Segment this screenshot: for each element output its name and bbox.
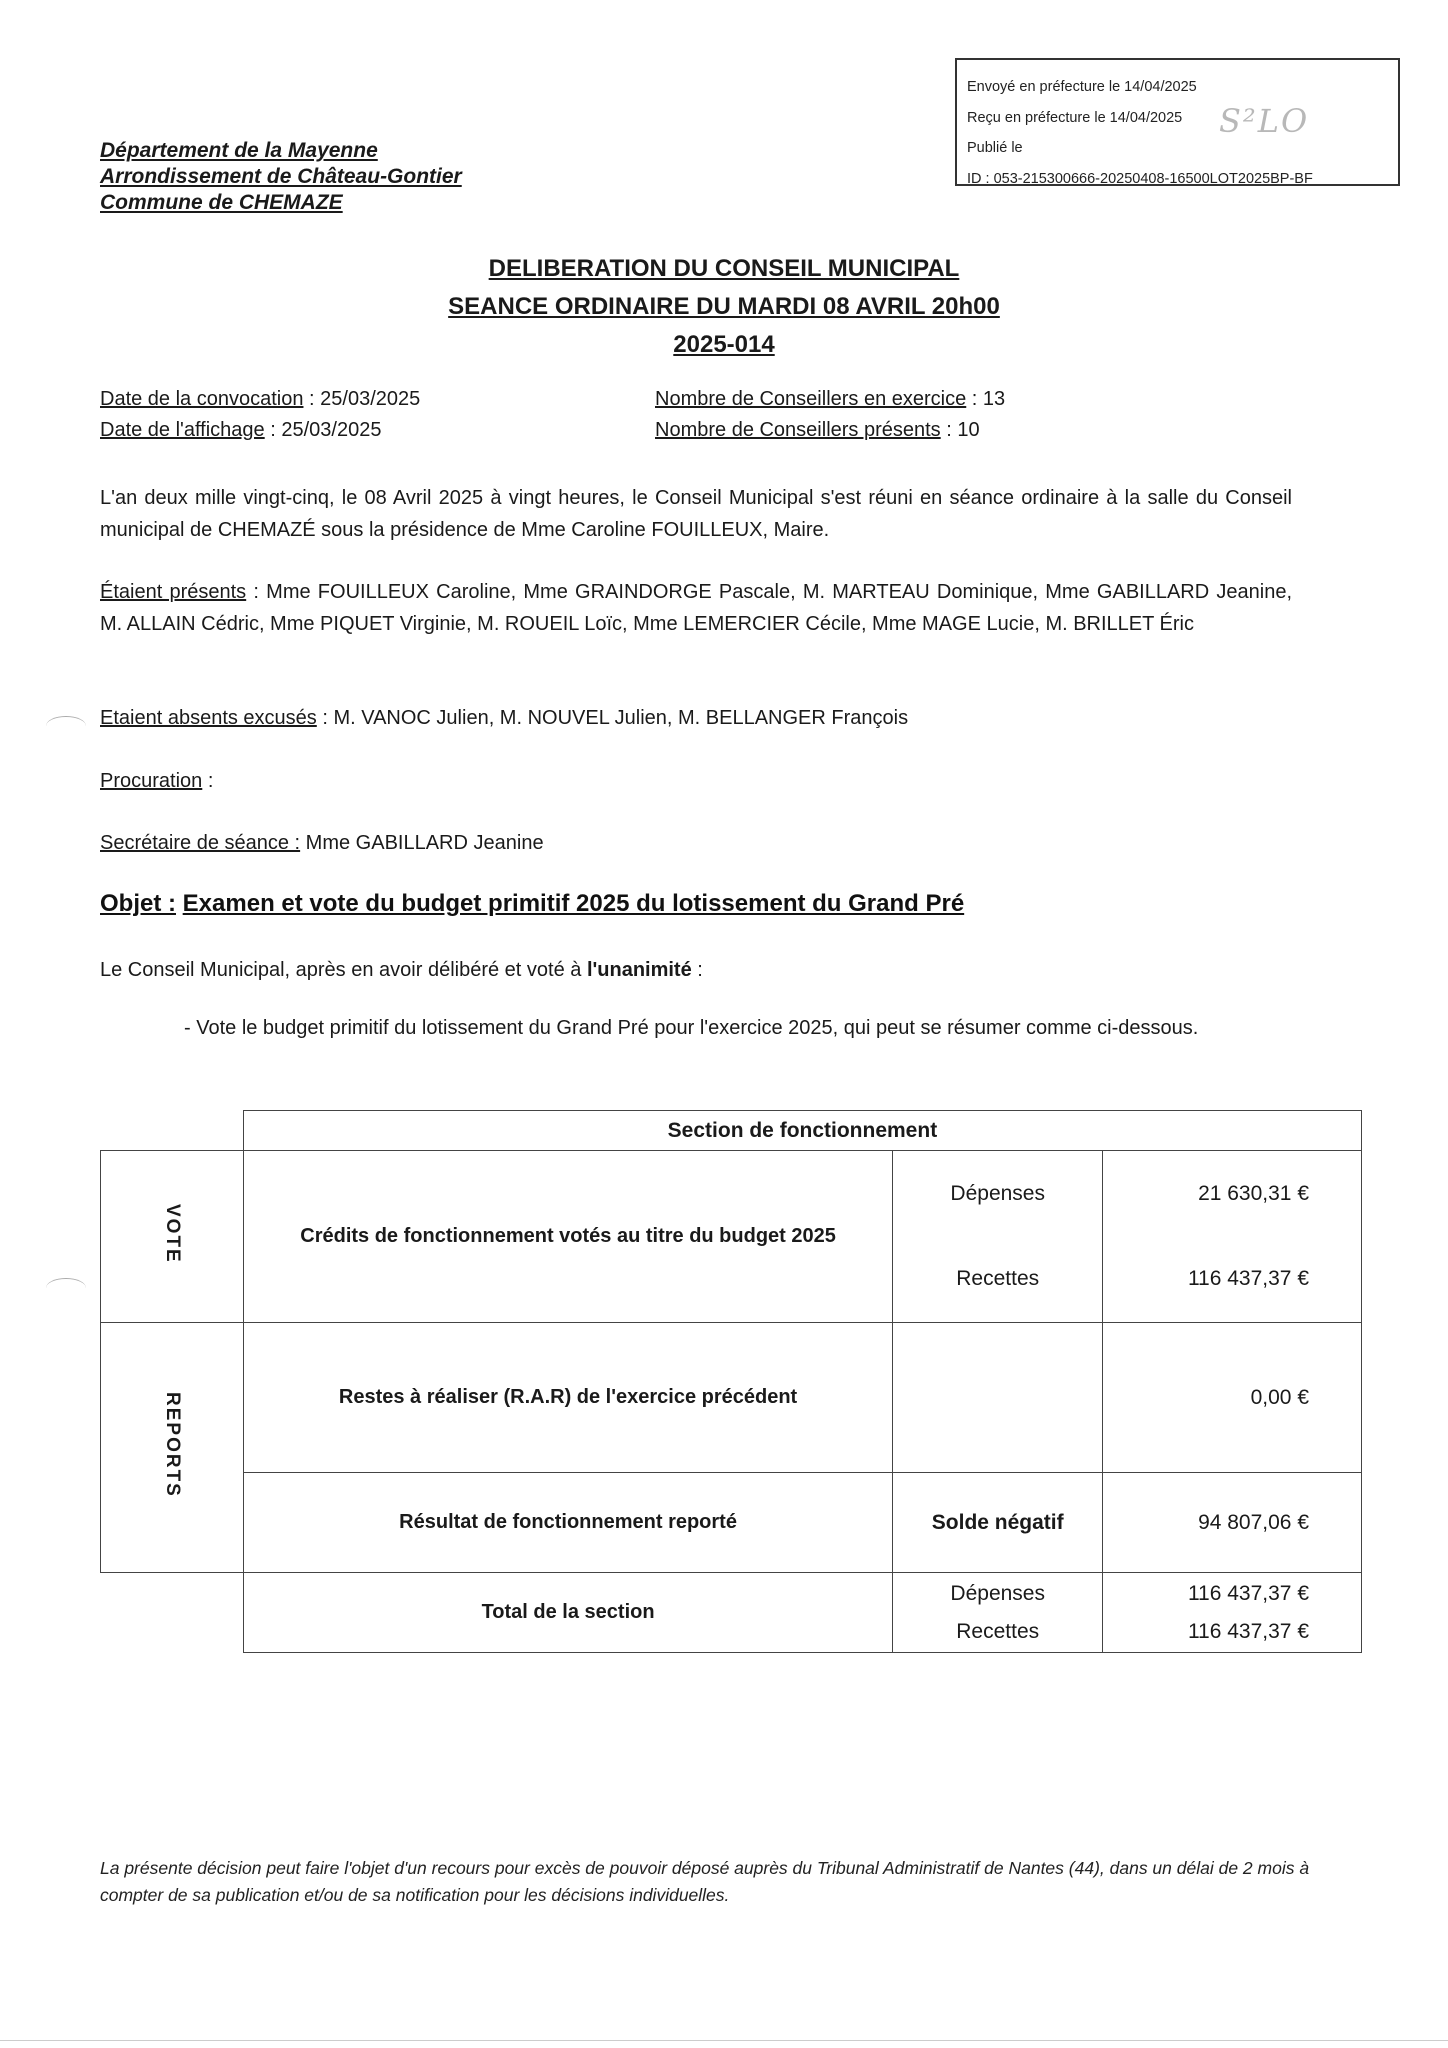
- credits-depenses-value: 21 630,31 €: [1103, 1151, 1362, 1237]
- stamp-id: ID : 053-215300666-20250408-16500LOT2025BP-BF: [967, 170, 1313, 187]
- title-deliberation: DELIBERATION DU CONSEIL MUNICIPAL: [488, 255, 960, 282]
- total-recettes-label: Recettes: [956, 1619, 1040, 1643]
- absents-paragraph: Etaient absents excusés : M. VANOC Julien, M. NOUVEL Julien, M. BELLANGER François: [100, 707, 909, 729]
- credits-recettes-label: Recettes: [893, 1237, 1103, 1323]
- table-row: [101, 1573, 1362, 1653]
- table-row: [101, 1323, 1362, 1473]
- scan-mark: [46, 1278, 86, 1298]
- legal-footer: La présente décision peut faire l'objet d'un recours pour excès de pouvoir déposé auprès du Tribunal Administratif de Nantes (44), dans un délai de 2 mois à compter de sa publication et/ou de sa notification pour les décisions individuelles.: [100, 1858, 1310, 1905]
- issuer-block: [100, 138, 462, 216]
- stamp-publie: Publié le: [967, 140, 1023, 156]
- vote-label: VOTE: [101, 1151, 244, 1323]
- reports-label: REPORTS: [101, 1323, 244, 1573]
- credits-label: Crédits de fonctionnement votés au titre du budget 2025: [243, 1151, 892, 1323]
- objet-text: Examen et vote du budget primitif 2025 du lotissement du Grand Pré: [182, 890, 965, 917]
- issuer-departement: Département de la Mayenne: [100, 139, 378, 162]
- procuration-line: Procuration :: [100, 770, 214, 792]
- issuer-arrondissement: Arrondissement de Château-Gontier: [100, 165, 462, 188]
- objet-label: Objet :: [100, 890, 176, 917]
- resultat-value: 94 807,06 €: [1103, 1473, 1362, 1573]
- meta-exercice: Nombre de Conseillers en exercice : 13: [655, 388, 1006, 410]
- meta-counts: [655, 384, 1005, 446]
- stamp-signature-logo: S²LO: [1219, 102, 1310, 140]
- issuer-commune: Commune de CHEMAZE: [100, 191, 343, 214]
- resultat-kind: Solde négatif: [893, 1473, 1103, 1573]
- objet-line: [100, 890, 964, 918]
- scan-edge: [0, 2040, 1448, 2041]
- meta-affichage: Date de l'affichage : 25/03/2025: [100, 419, 382, 441]
- intro-paragraph: L'an deux mille vingt-cinq, le 08 Avril 2025 à vingt heures, le Conseil Municipal s'est réuni en séance ordinaire à la salle du Conseil municipal de CHEMAZÉ sous la présidence de Mme Caroline FOUILLEUX, Maire.: [100, 487, 1292, 541]
- document-title: [0, 250, 1448, 364]
- decision-vote: - Vote le budget primitif du lotissement du Grand Pré pour l'exercice 2025, qui peut se résumer comme ci-dessous.: [184, 1017, 1199, 1039]
- meta-dates: [100, 384, 420, 446]
- stamp-recu: Reçu en préfecture le 14/04/2025: [967, 109, 1183, 126]
- title-seance: SEANCE ORDINAIRE DU MARDI 08 AVRIL 20h00: [448, 293, 1000, 320]
- credits-recettes-value: 116 437,37 €: [1103, 1237, 1362, 1323]
- table-row: [101, 1473, 1362, 1573]
- total-depenses-label: Dépenses: [950, 1581, 1045, 1605]
- total-recettes-value: 116 437,37 €: [1187, 1619, 1309, 1643]
- total-values: [1103, 1573, 1362, 1653]
- rar-label: Restes à réaliser (R.A.R) de l'exercice précédent: [243, 1323, 892, 1473]
- stamp-envoye: Envoyé en préfecture le 14/04/2025: [967, 79, 1197, 95]
- total-kinds: [893, 1573, 1103, 1653]
- table-row: [101, 1151, 1362, 1237]
- meta-convocation: Date de la convocation : 25/03/2025: [100, 388, 421, 410]
- title-number: 2025-014: [673, 331, 775, 358]
- section-header: Section de fonctionnement: [243, 1111, 1361, 1151]
- meta-presents: Nombre de Conseillers présents : 10: [655, 419, 980, 441]
- scan-mark: [46, 716, 86, 736]
- total-depenses-value: 116 437,37 €: [1187, 1581, 1309, 1605]
- prefecture-stamp: [955, 58, 1400, 186]
- resultat-label: Résultat de fonctionnement reporté: [243, 1473, 892, 1573]
- rar-value: 0,00 €: [1103, 1323, 1362, 1473]
- total-label: Total de la section: [243, 1573, 892, 1653]
- table-header-row: [101, 1111, 1362, 1151]
- secretaire-line: Secrétaire de séance : Mme GABILLARD Jeanine: [100, 832, 544, 854]
- presents-paragraph: Étaient présents : Mme FOUILLEUX Caroline, Mme GRAINDORGE Pascale, M. MARTEAU Dominique, Mme GABILLARD Jeanine, M. ALLAIN Cédric, Mme PIQUET Virginie, M. ROUEIL Loïc, Mme LEMERCIER Cécile, Mme MAGE Lucie, M. BRILLET Éric: [100, 581, 1293, 635]
- budget-table: [100, 1110, 1362, 1653]
- credits-depenses-label: Dépenses: [893, 1151, 1103, 1237]
- decision-lead: Le Conseil Municipal, après en avoir délibéré et voté à l'unanimité :: [100, 959, 703, 981]
